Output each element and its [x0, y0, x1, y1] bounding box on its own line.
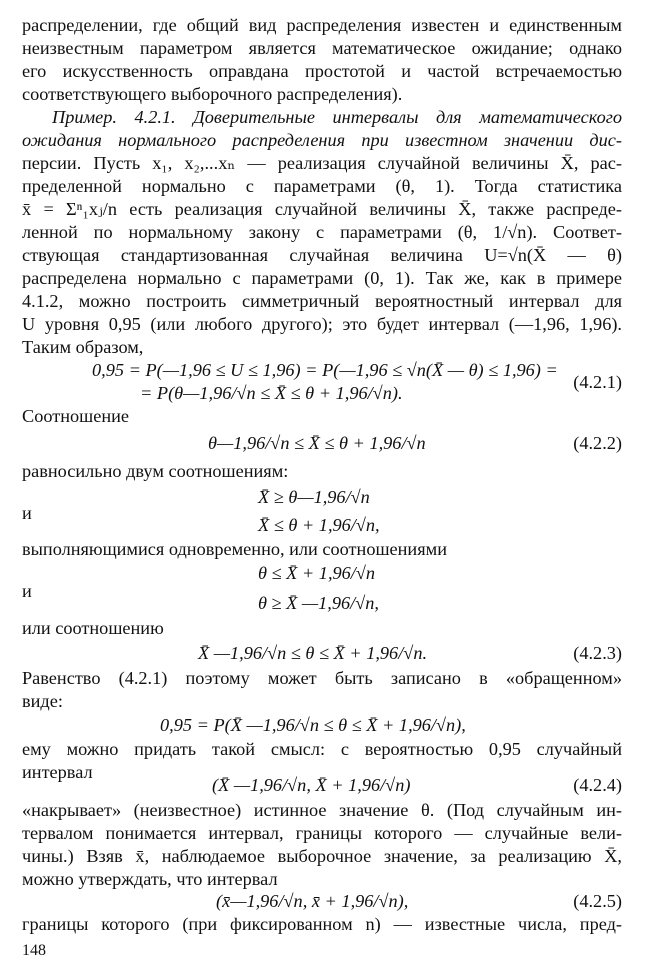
text-line: 4.1.2, можно построить симметричный вероятностный интервал для: [22, 291, 622, 311]
equation-number: (4.2.1): [573, 372, 622, 392]
text-line: ленной по нормальному закону с параметрами (θ, 1/√n). Соответ-: [22, 222, 622, 242]
equation-4-2-2: θ—1,96/√n ≤ X̄ ≤ θ + 1,96/√n: [208, 433, 426, 453]
text-line: распределении, где общий вид распределения известен и единственным: [22, 15, 622, 35]
equation-4-2-1-line-2: = P(θ—1,96/√n ≤ X̄ ≤ θ + 1,96/√n).: [140, 383, 403, 403]
text-line: распределена нормально с параметрами (0, 1). Так же, как в примере: [22, 268, 622, 288]
text-line: равносильно двум соотношениям:: [22, 461, 289, 481]
text-line: Соотношение: [22, 406, 130, 426]
text-line: соответствующего выборочного распределения).: [22, 84, 403, 104]
text-line: Таким образом,: [22, 337, 144, 357]
text-line: ствующая стандартизованная случайная величина U=√n(X̄ — θ): [22, 245, 622, 265]
example-heading-line: ожидания нормального распределения при известном значении дис-: [22, 130, 622, 150]
example-heading-line: Пример. 4.2.1. Доверительные интервалы для математического: [52, 107, 622, 127]
equation-reversed: 0,95 = P(X̄ —1,96/√n ≤ θ ≤ X̄ + 1,96/√n),: [160, 715, 466, 735]
equation-4-2-5: (x̄—1,96/√n, x̄ + 1,96/√n),: [216, 891, 409, 911]
text-line: и: [22, 503, 32, 523]
text-line: неизвестным параметром является математическое ожидание; однако: [22, 38, 622, 58]
text-line: тервалом понимается интервал, границы которого — случайные вели-: [22, 823, 622, 843]
equation-number: (4.2.2): [573, 433, 622, 453]
page-number: 148: [22, 942, 46, 959]
equation: X̄ ≥ θ—1,96/√n: [258, 487, 370, 507]
text-line: Равенство (4.2.1) поэтому может быть записано в «обращенном»: [22, 668, 622, 688]
text-line: персии. Пусть x₁, x₂,...xₙ — реализация случайной величины X̄, рас-: [22, 153, 622, 173]
text-line: или соотношению: [22, 618, 164, 638]
text-line: пределенной нормально с параметрами (θ, 1). Тогда статистика: [22, 176, 622, 196]
equation-number: (4.2.5): [573, 891, 622, 911]
text-line: и: [22, 581, 32, 601]
text-line: его искусственность оправдана простотой и частой встречаемостью: [22, 61, 622, 81]
equation-4-2-3: X̄ —1,96/√n ≤ θ ≤ X̄ + 1,96/√n.: [198, 643, 428, 663]
equation: θ ≥ X̄ —1,96/√n,: [258, 593, 379, 613]
equation-4-2-4: (X̄ —1,96/√n, X̄ + 1,96/√n): [212, 775, 411, 795]
text-line: ему можно придать такой смысл: с вероятностью 0,95 случайный: [22, 739, 622, 759]
text-line: чины.) Взяв x̄, наблюдаемое выборочное значение, за реализацию X̄,: [22, 846, 622, 866]
text-line: «накрывает» (неизвестное) истинное значение θ. (Под случайным ин-: [22, 800, 622, 820]
equation-4-2-1-line-1: 0,95 = P(—1,96 ≤ U ≤ 1,96) = P(—1,96 ≤ √n(X̄ — θ) ≤ 1,96) =: [92, 360, 558, 380]
text-line: можно утверждать, что интервал: [22, 869, 278, 889]
text-line: U уровня 0,95 (или любого другого); это будет интервал (—1,96, 1,96).: [22, 314, 622, 334]
equation-number: (4.2.4): [573, 775, 622, 795]
equation-number: (4.2.3): [573, 643, 622, 663]
text-line: границы которого (при фиксированном n) — известные числа, пред-: [22, 914, 622, 934]
text-line: виде:: [22, 691, 63, 711]
equation: θ ≤ X̄ + 1,96/√n: [258, 563, 376, 583]
text-line: выполняющимися одновременно, или соотношениями: [22, 539, 447, 559]
text-line: x̄ = Σⁿ₁xⱼ/n есть реализация случайной величины X̄, также распреде-: [22, 199, 622, 219]
equation: X̄ ≤ θ + 1,96/√n,: [258, 515, 380, 535]
text-line: интервал: [22, 762, 93, 782]
